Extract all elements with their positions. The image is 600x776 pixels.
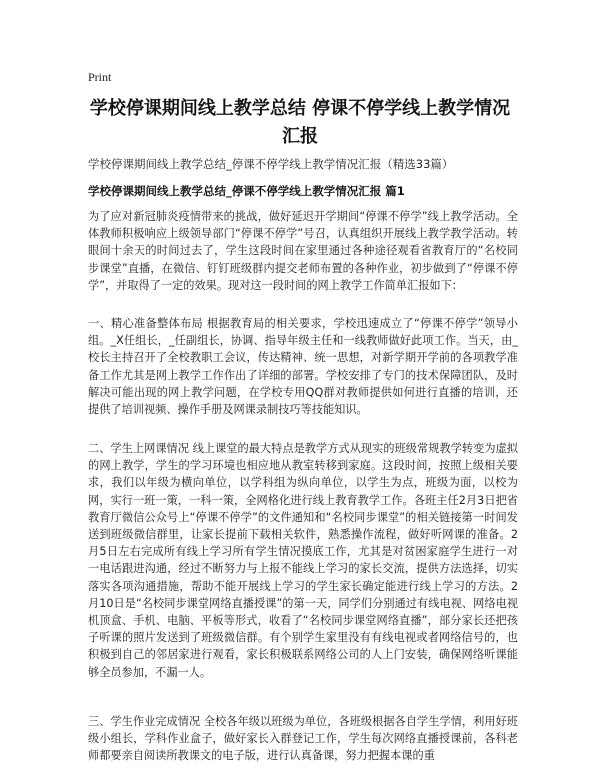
document-title: 学校停课期间线上教学总结 停课不停学线上教学情况汇报	[89, 98, 511, 147]
section-heading: 学校停课期间线上教学总结_停课不停学线上教学情况汇报 篇1	[88, 184, 405, 198]
document-subtitle: 学校停课期间线上教学总结_停课不停学线上教学情况汇报（精选33篇）	[88, 157, 454, 171]
paragraph-section-two: 二、学生上网课情况 线上课堂的最大特点是教学方式从现实的班级常规教学转变为虚拟的网上教学，学生的学习环境也相应地从教室转移到家庭。这段时间，按照上级相关要求，我们以年级为横向单位，以学科组为纵向单位，以学生为点，班级为面，以校为网，实行一班一策，一科一策，全网格化进行线上教育教学工作。各班主任2月3日把省教育厅微信公众号上“停课不停学”的文件通知和“名校同步课堂”的相关链接第一时间发送到班级微信群里，让家长提前下载相关软件，熟悉操作流程，做好听网课的准备。2月5日左右完成所有线上学习所有学生情况摸底工作，尤其是对贫困家庭学生进行一对一电话跟进沟通，经过不断努力与上报不能线上学习的家长交流，提供方法选择，切实落实各项沟通措施，帮助不能开展线上学习的学生家长确定能进行线上学习的方法。2月10日是“名校同步课堂网络直播授课”的第一天，同学们分别通过有线电视、网络电视机顶盒、手机、电脑、平板等形式，收看了“名校同步课堂网络直播”，部分家长还把孩子听课的照片发送到了班级微信群。有个别学生家里没有有线电视或者网络信号的，也积极到自己的邻居家进行观看，家长积极联系网络公司的人上门安装，确保网络听课能够全员参加，不漏一人。	[88, 442, 518, 679]
paragraph-section-three: 三、学生作业完成情况 全校各年级以班级为单位，各班级根据各自学生学情，利用好班级小组长，学科作业盒子，做好家长入群登记工作，学生每次网络直播授课前，各科老师都要亲自阅读所教课文的电子版，进行认真备课，努力把握本课的重	[88, 715, 518, 763]
paragraph-intro: 为了应对新冠肺炎疫情带来的挑战，做好延迟开学期间“停课不停学”线上教学活动。全体教师积极响应上级领导部门“停课不停学”号召，认真组织开展线上教学教学活动。转眼间十余天的时间过去了，学生这段时间在家里通过各种途径观看省教育厅的“名校同步课堂”直播，在微信、钉钉班级群内提交老师布置的各种作业，初步做到了“停课不停学”，并取得了一定的效果。现对这一段时间的网上教学工作简单汇报如下：	[88, 210, 518, 292]
print-label: Print	[88, 70, 112, 84]
paragraph-section-one: 一、精心准备整体布局 根据教育局的相关要求，学校迅速成立了“停课不停学”领导小组。_X任组长，_任副组长，协调、指导年级主任和一线教师做好此项工作。当天，由_校长主持召开了全校教职工会议，传达精神、统一思想，对新学期开学前的各项教学准备工作尤其是网上教学工作作出了详细的部署。学校安排了专门的技术保障团队，及时解决可能出现的网上教学问题，在学校专用QQ群对教师提供如何进行直播的培训，还提供了培训视频、操作手册及网课录制技巧等技能知识。	[88, 317, 518, 417]
